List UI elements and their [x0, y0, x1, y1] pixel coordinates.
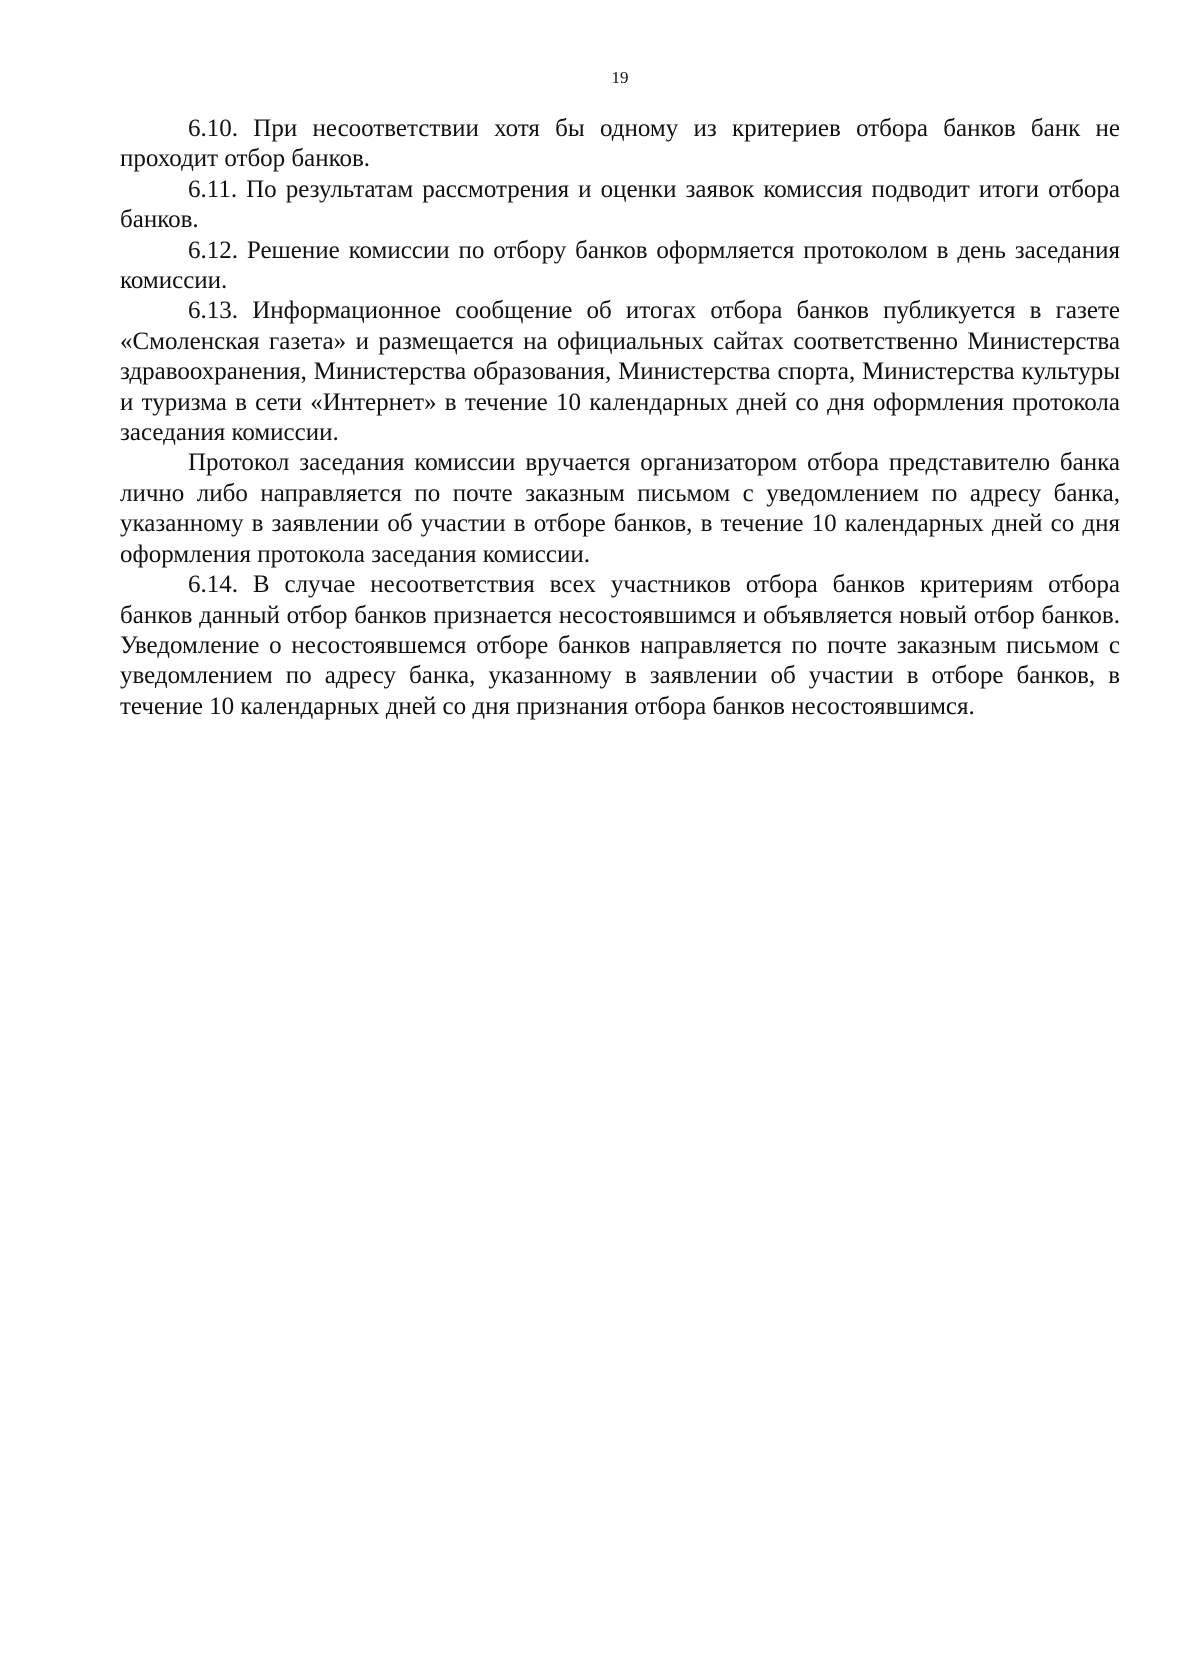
- page-number: 19: [611, 68, 629, 87]
- paragraph-protocol: Протокол заседания комиссии вручается организатором отбора представителю банка лично либо направляется по почте заказным письмом с уведомлением по адресу банка, указанному в заявлении об участии в отборе банков, в течение 10 календарных дней со дня оформления протокола заседания комиссии.: [120, 449, 1120, 568]
- paragraph-6-12: 6.12. Решение комиссии по отбору банков оформляется протоколом в день заседания комиссии.: [120, 236, 1120, 295]
- paragraph-6-14: 6.14. В случае несоответствия всех участников отбора банков критериям отбора банков данный отбор банков признается несостоявшимся и объявляется новый отбор банков. Уведомление о несостоявшемся отборе банков направляется по почте заказным письмом с уведомлением по адресу банка, указанному в заявлении об участии в отборе банков, в течение 10 календарных дней со дня признания отбора банков несостоявшимся.: [120, 571, 1120, 720]
- document-body: [120, 114, 1120, 722]
- paragraph-6-10: 6.10. При несоответствии хотя бы одному из критериев отбора банков банк не проходит отбор банков.: [120, 115, 1120, 173]
- paragraph-6-11: 6.11. По результатам рассмотрения и оценки заявок комиссия подводит итоги отбора банков.: [120, 175, 1120, 234]
- paragraph-6-13: 6.13. Информационное сообщение об итогах отбора банков публикуется в газете «Смоленская газета» и размещается на официальных сайтах соответственно Министерства здравоохранения, Министерства образования, Министерства спорта, Министерства культуры и туризма в сети «Интернет» в течение 10 календарных дней со дня оформления протокола заседания комиссии.: [120, 297, 1120, 447]
